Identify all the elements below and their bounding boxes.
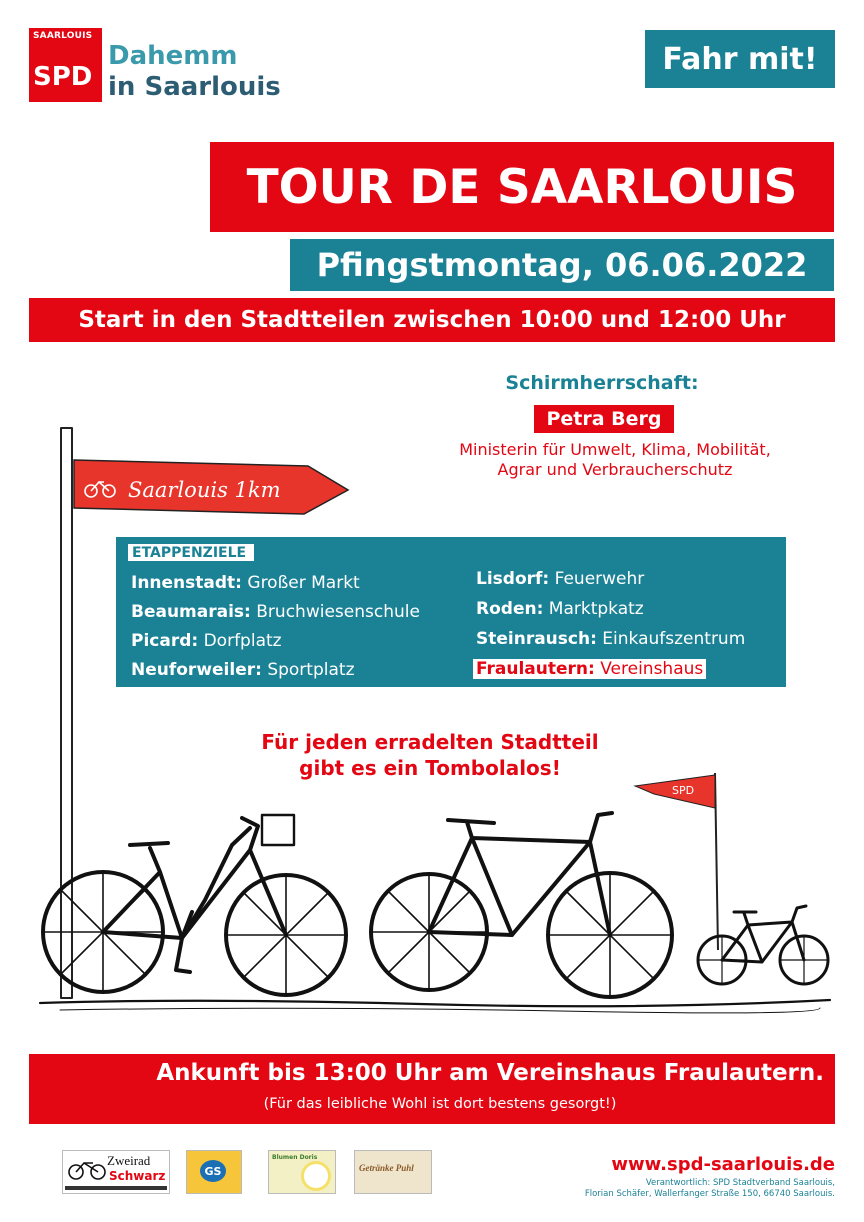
start-time-banner: Start in den Stadtteilen zwischen 10:00 und 12:00 Uhr	[29, 298, 835, 342]
bike-icon	[67, 1157, 107, 1181]
logo-city-label: SAARLOUIS	[33, 31, 93, 41]
stage-item-highlighted: Fraulautern: Vereinshaus	[473, 659, 706, 679]
ground-line	[40, 1000, 830, 1006]
fahr-mit-badge: Fahr mit!	[645, 30, 835, 88]
stage-item: Innenstadt: Großer Markt	[131, 573, 360, 593]
stage-item: Picard: Dorfplatz	[131, 631, 282, 651]
logo-spd-text: SPD	[33, 62, 93, 92]
tombola-line-2: gibt es ein Tombolalos!	[299, 756, 561, 780]
sponsor-text: Getränke Puhl	[359, 1163, 414, 1173]
ground-line-2	[60, 1008, 820, 1013]
slogan-line-1: Dahemm	[108, 41, 238, 71]
patron-heading: Schirmherrschaft:	[505, 372, 699, 394]
stage-item: Neuforweiler: Sportplatz	[131, 660, 355, 680]
website-link[interactable]: www.spd-saarlouis.de	[611, 1154, 835, 1175]
sponsor-logo-gs	[186, 1150, 242, 1194]
stages-heading: ETAPPENZIELE	[128, 544, 254, 561]
spd-flag-text: SPD	[672, 784, 695, 797]
sponsor-text: Blumen Doris	[272, 1154, 318, 1161]
signpost-pole	[61, 428, 72, 998]
patron-role-line-1: Ministerin für Umwelt, Klima, Mobilität,	[459, 440, 771, 459]
sponsor-text: Zweirad	[107, 1153, 151, 1168]
sponsor-logo-blumen-doris	[268, 1150, 336, 1194]
stage-item: Steinrausch: Einkaufszentrum	[476, 629, 746, 649]
patron-role-line-2: Agrar und Verbraucherschutz	[497, 460, 733, 479]
sponsor-logo-zweirad-schwarz	[62, 1150, 170, 1194]
tombola-line-1: Für jeden erradelten Stadtteil	[261, 730, 599, 754]
sponsor-address-bar	[65, 1186, 167, 1190]
imprint-line-1: Verantwortlich: SPD Stadtverband Saarlouis,	[645, 1178, 835, 1188]
sponsor-text: GS	[200, 1160, 226, 1182]
event-title: TOUR DE SAARLOUIS	[210, 142, 834, 232]
bike-with-basket	[43, 815, 346, 995]
patron-name: Petra Berg	[534, 405, 674, 433]
signpost-text: Saarlouis 1km	[128, 478, 281, 502]
bike-road	[371, 813, 672, 997]
stage-item: Roden: Marktpkatz	[476, 599, 644, 619]
arrival-main-text: Ankunft bis 13:00 Uhr am Vereinshaus Fraulautern.	[156, 1060, 824, 1086]
stage-item: Lisdorf: Feuerwehr	[476, 569, 645, 589]
event-date: Pfingstmontag, 06.06.2022	[290, 239, 834, 291]
stage-item: Beaumarais: Bruchwiesenschule	[131, 602, 420, 622]
slogan-line-2: in Saarlouis	[108, 72, 281, 102]
flower-icon	[301, 1161, 331, 1191]
imprint-line-2: Florian Schäfer, Wallerfanger Straße 150, 66740 Saarlouis.	[584, 1189, 835, 1199]
sponsor-text: Schwarz	[109, 1169, 166, 1183]
sponsor-logo-getraenke-puhl	[354, 1150, 432, 1194]
arrival-sub-text: (Für das leibliche Wohl ist dort bestens gesorgt!)	[263, 1096, 617, 1112]
